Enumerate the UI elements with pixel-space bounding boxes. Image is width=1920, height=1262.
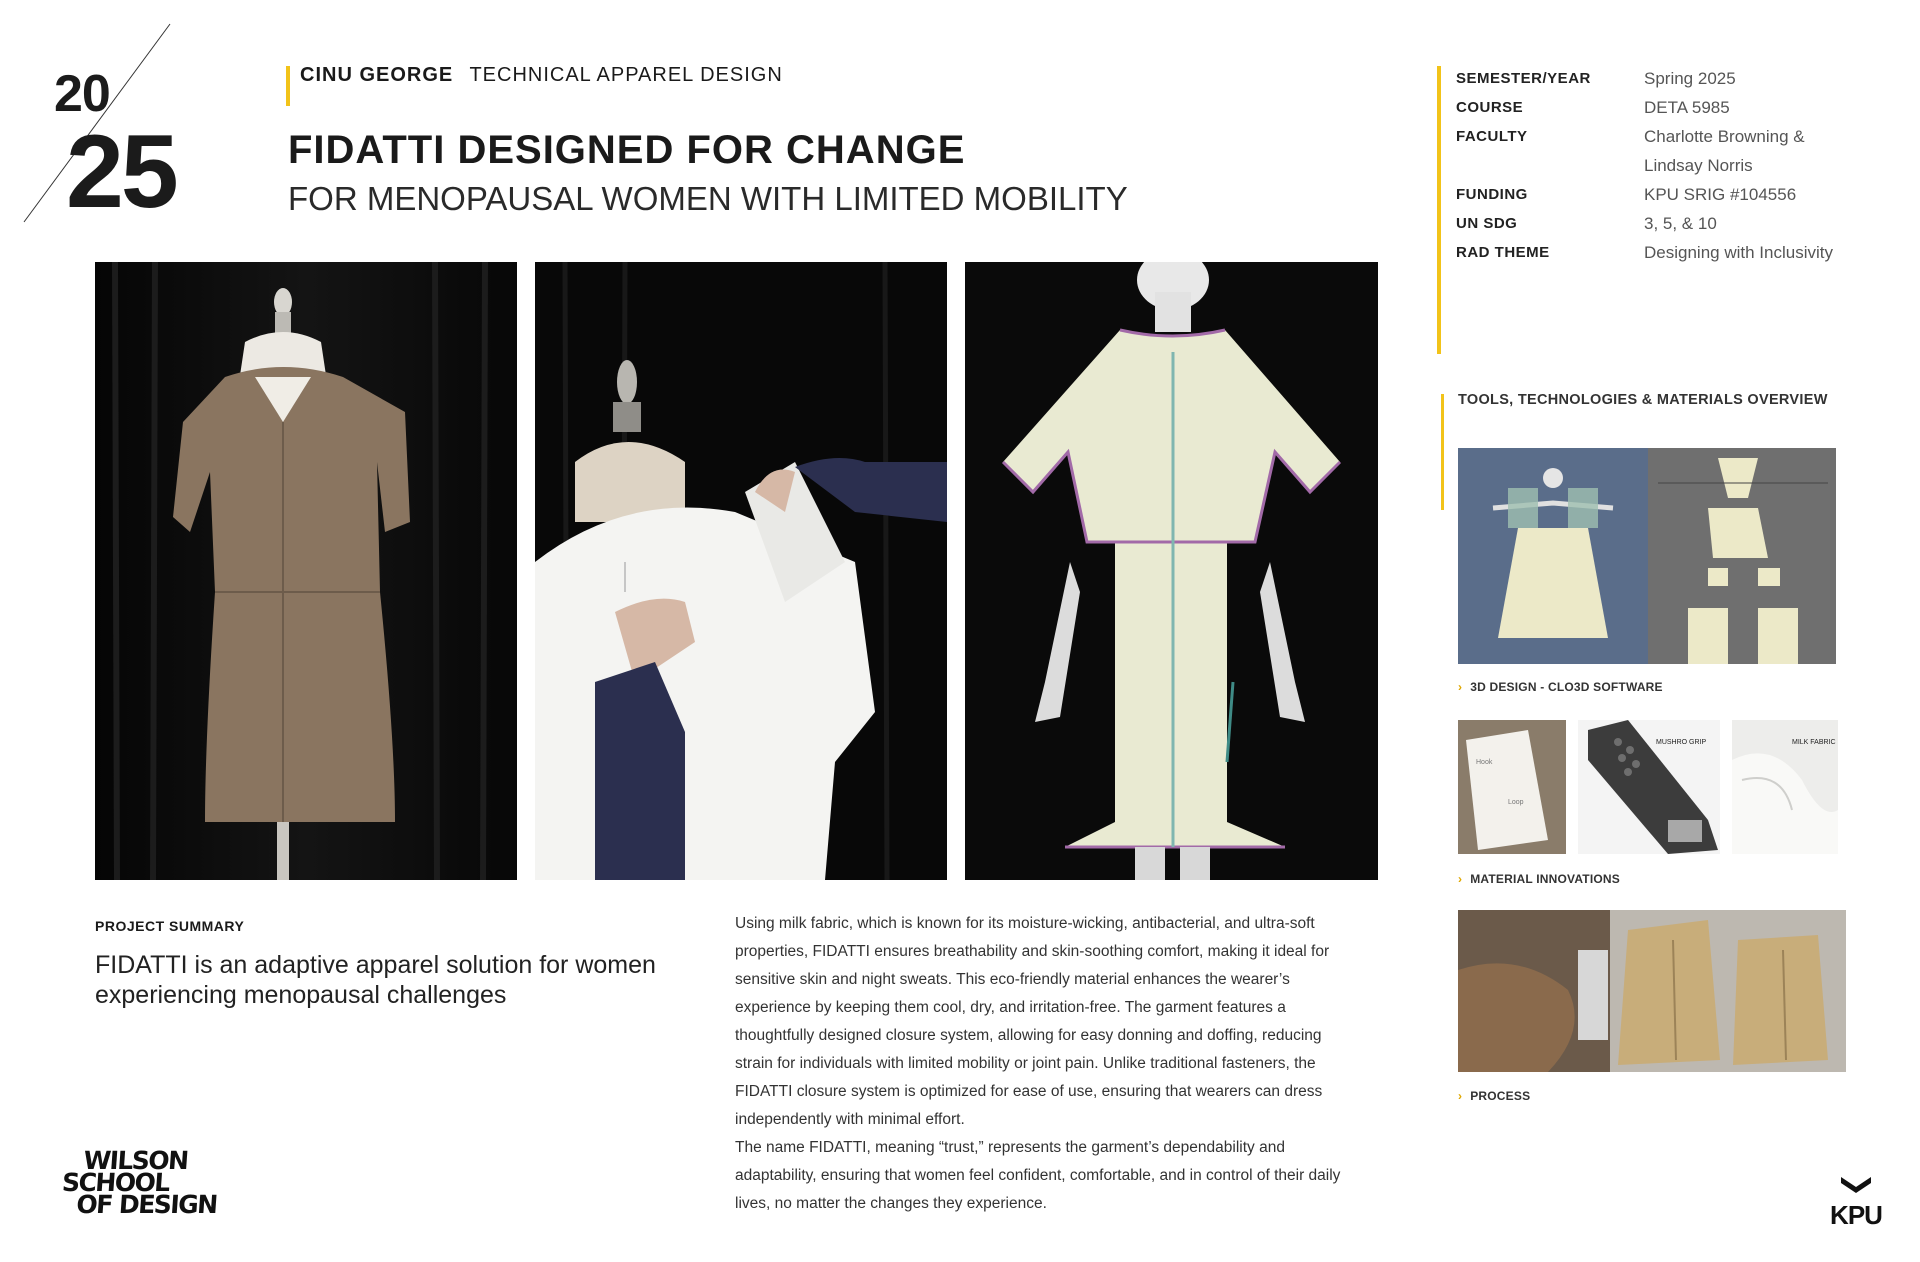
meta-key: RAD THEME bbox=[1456, 244, 1550, 261]
summary-paragraph: Using milk fabric, which is known for its moisture-wicking, antibacterial, and ultra-soft properties, FIDATTI ensures breathability and skin-soothing comfort, making it ideal for sensitive skin and night sweats. This eco-friendly material enhances the wearer’s experience by keeping them cool, dry, and irritation-free. The garment features a thoughtfully designed closure system, allowing for easy donning and doffing, reducing strain for individuals with limited mobility or joint pain. Unlike traditional fasteners, the FIDATTI closure system is optimized for ease of use, ensuring that wearers can dress independently with minimal effort. bbox=[735, 915, 1330, 1128]
chevron-right-icon: › bbox=[1458, 872, 1463, 886]
caption-process bbox=[1458, 1089, 1530, 1103]
photo-dress-on-form bbox=[95, 262, 517, 880]
header-accent-bar bbox=[286, 66, 290, 106]
year-mark bbox=[20, 20, 190, 230]
logo-line: WILSON bbox=[82, 1146, 189, 1175]
caption-text: PROCESS bbox=[1470, 1089, 1531, 1103]
meta-key: SEMESTER/YEAR bbox=[1456, 70, 1591, 87]
meta-key: COURSE bbox=[1456, 99, 1524, 116]
summary-paragraph: The name FIDATTI, meaning “trust,” represents the garment’s dependability and adaptability, ensuring that women feel confident, comfortable, and in control of their daily lives, no matter the changes they experience. bbox=[735, 1139, 1341, 1212]
thumb-milk-fabric bbox=[1732, 720, 1838, 854]
logo-line: SCHOOL bbox=[61, 1168, 170, 1197]
project-subtitle: FOR MENOPAUSAL WOMEN WITH LIMITED MOBILITY bbox=[288, 180, 1128, 217]
meta-row bbox=[1456, 122, 1876, 180]
grip-label: MUSHRO GRIP bbox=[1656, 739, 1707, 746]
wilson-school-logo bbox=[60, 1146, 221, 1219]
meta-accent-bar bbox=[1437, 66, 1441, 354]
caption-text: 3D DESIGN - CLO3D SOFTWARE bbox=[1470, 680, 1663, 694]
meta-value: DETA 5985 bbox=[1644, 98, 1730, 117]
loop-label: Loop bbox=[1508, 799, 1524, 806]
meta-value: 3, 5, & 10 bbox=[1644, 214, 1717, 233]
kpu-logo bbox=[1826, 1175, 1886, 1231]
program-name: TECHNICAL APPAREL DESIGN bbox=[469, 64, 783, 86]
photo-3d-render-back bbox=[965, 262, 1378, 880]
summary-label: PROJECT SUMMARY bbox=[95, 918, 245, 934]
caption-3d-design bbox=[1458, 680, 1663, 694]
hook-label: Hook bbox=[1476, 759, 1493, 766]
thumb-process bbox=[1458, 910, 1846, 1072]
meta-row bbox=[1456, 209, 1876, 238]
meta-value: Designing with Inclusivity bbox=[1644, 243, 1833, 262]
tools-accent-bar bbox=[1441, 394, 1444, 510]
summary-lead: FIDATTI is an adaptive apparel solution for women experiencing menopausal challenges bbox=[95, 951, 656, 1009]
thumb-mushro-grip bbox=[1578, 720, 1720, 854]
caption-text: MATERIAL INNOVATIONS bbox=[1470, 872, 1620, 886]
meta-value: Charlotte Browning & Lindsay Norris bbox=[1644, 127, 1805, 175]
year-top: 20 bbox=[54, 65, 110, 123]
meta-row bbox=[1456, 238, 1876, 267]
project-meta-table bbox=[1456, 64, 1876, 267]
meta-key: FACULTY bbox=[1456, 128, 1528, 145]
thumb-clo3d bbox=[1458, 448, 1836, 664]
author-line bbox=[300, 64, 783, 87]
photo-fitting-process bbox=[535, 262, 947, 880]
chevron-right-icon: › bbox=[1458, 1089, 1463, 1103]
project-title: FIDATTI DESIGNED FOR CHANGE bbox=[288, 128, 966, 172]
meta-key: FUNDING bbox=[1456, 186, 1528, 203]
meta-row bbox=[1456, 180, 1876, 209]
summary-body bbox=[735, 910, 1355, 1218]
fabric-label: MILK FABRIC bbox=[1792, 739, 1836, 746]
author-name: CINU GEORGE bbox=[300, 64, 454, 86]
logo-line: OF DESIGN bbox=[75, 1190, 218, 1219]
meta-key: UN SDG bbox=[1456, 215, 1518, 232]
caption-material-innovations bbox=[1458, 872, 1620, 886]
meta-value: KPU SRIG #104556 bbox=[1644, 185, 1797, 204]
meta-row bbox=[1456, 93, 1876, 122]
kpu-bird-icon bbox=[1839, 1175, 1873, 1195]
meta-row bbox=[1456, 64, 1876, 93]
thumb-hook-loop bbox=[1458, 720, 1566, 854]
year-bottom: 25 bbox=[66, 114, 176, 230]
kpu-wordmark: KPU bbox=[1830, 1200, 1882, 1230]
meta-value: Spring 2025 bbox=[1644, 69, 1736, 88]
tools-heading: TOOLS, TECHNOLOGIES & MATERIALS OVERVIEW bbox=[1458, 392, 1828, 408]
chevron-right-icon: › bbox=[1458, 680, 1463, 694]
